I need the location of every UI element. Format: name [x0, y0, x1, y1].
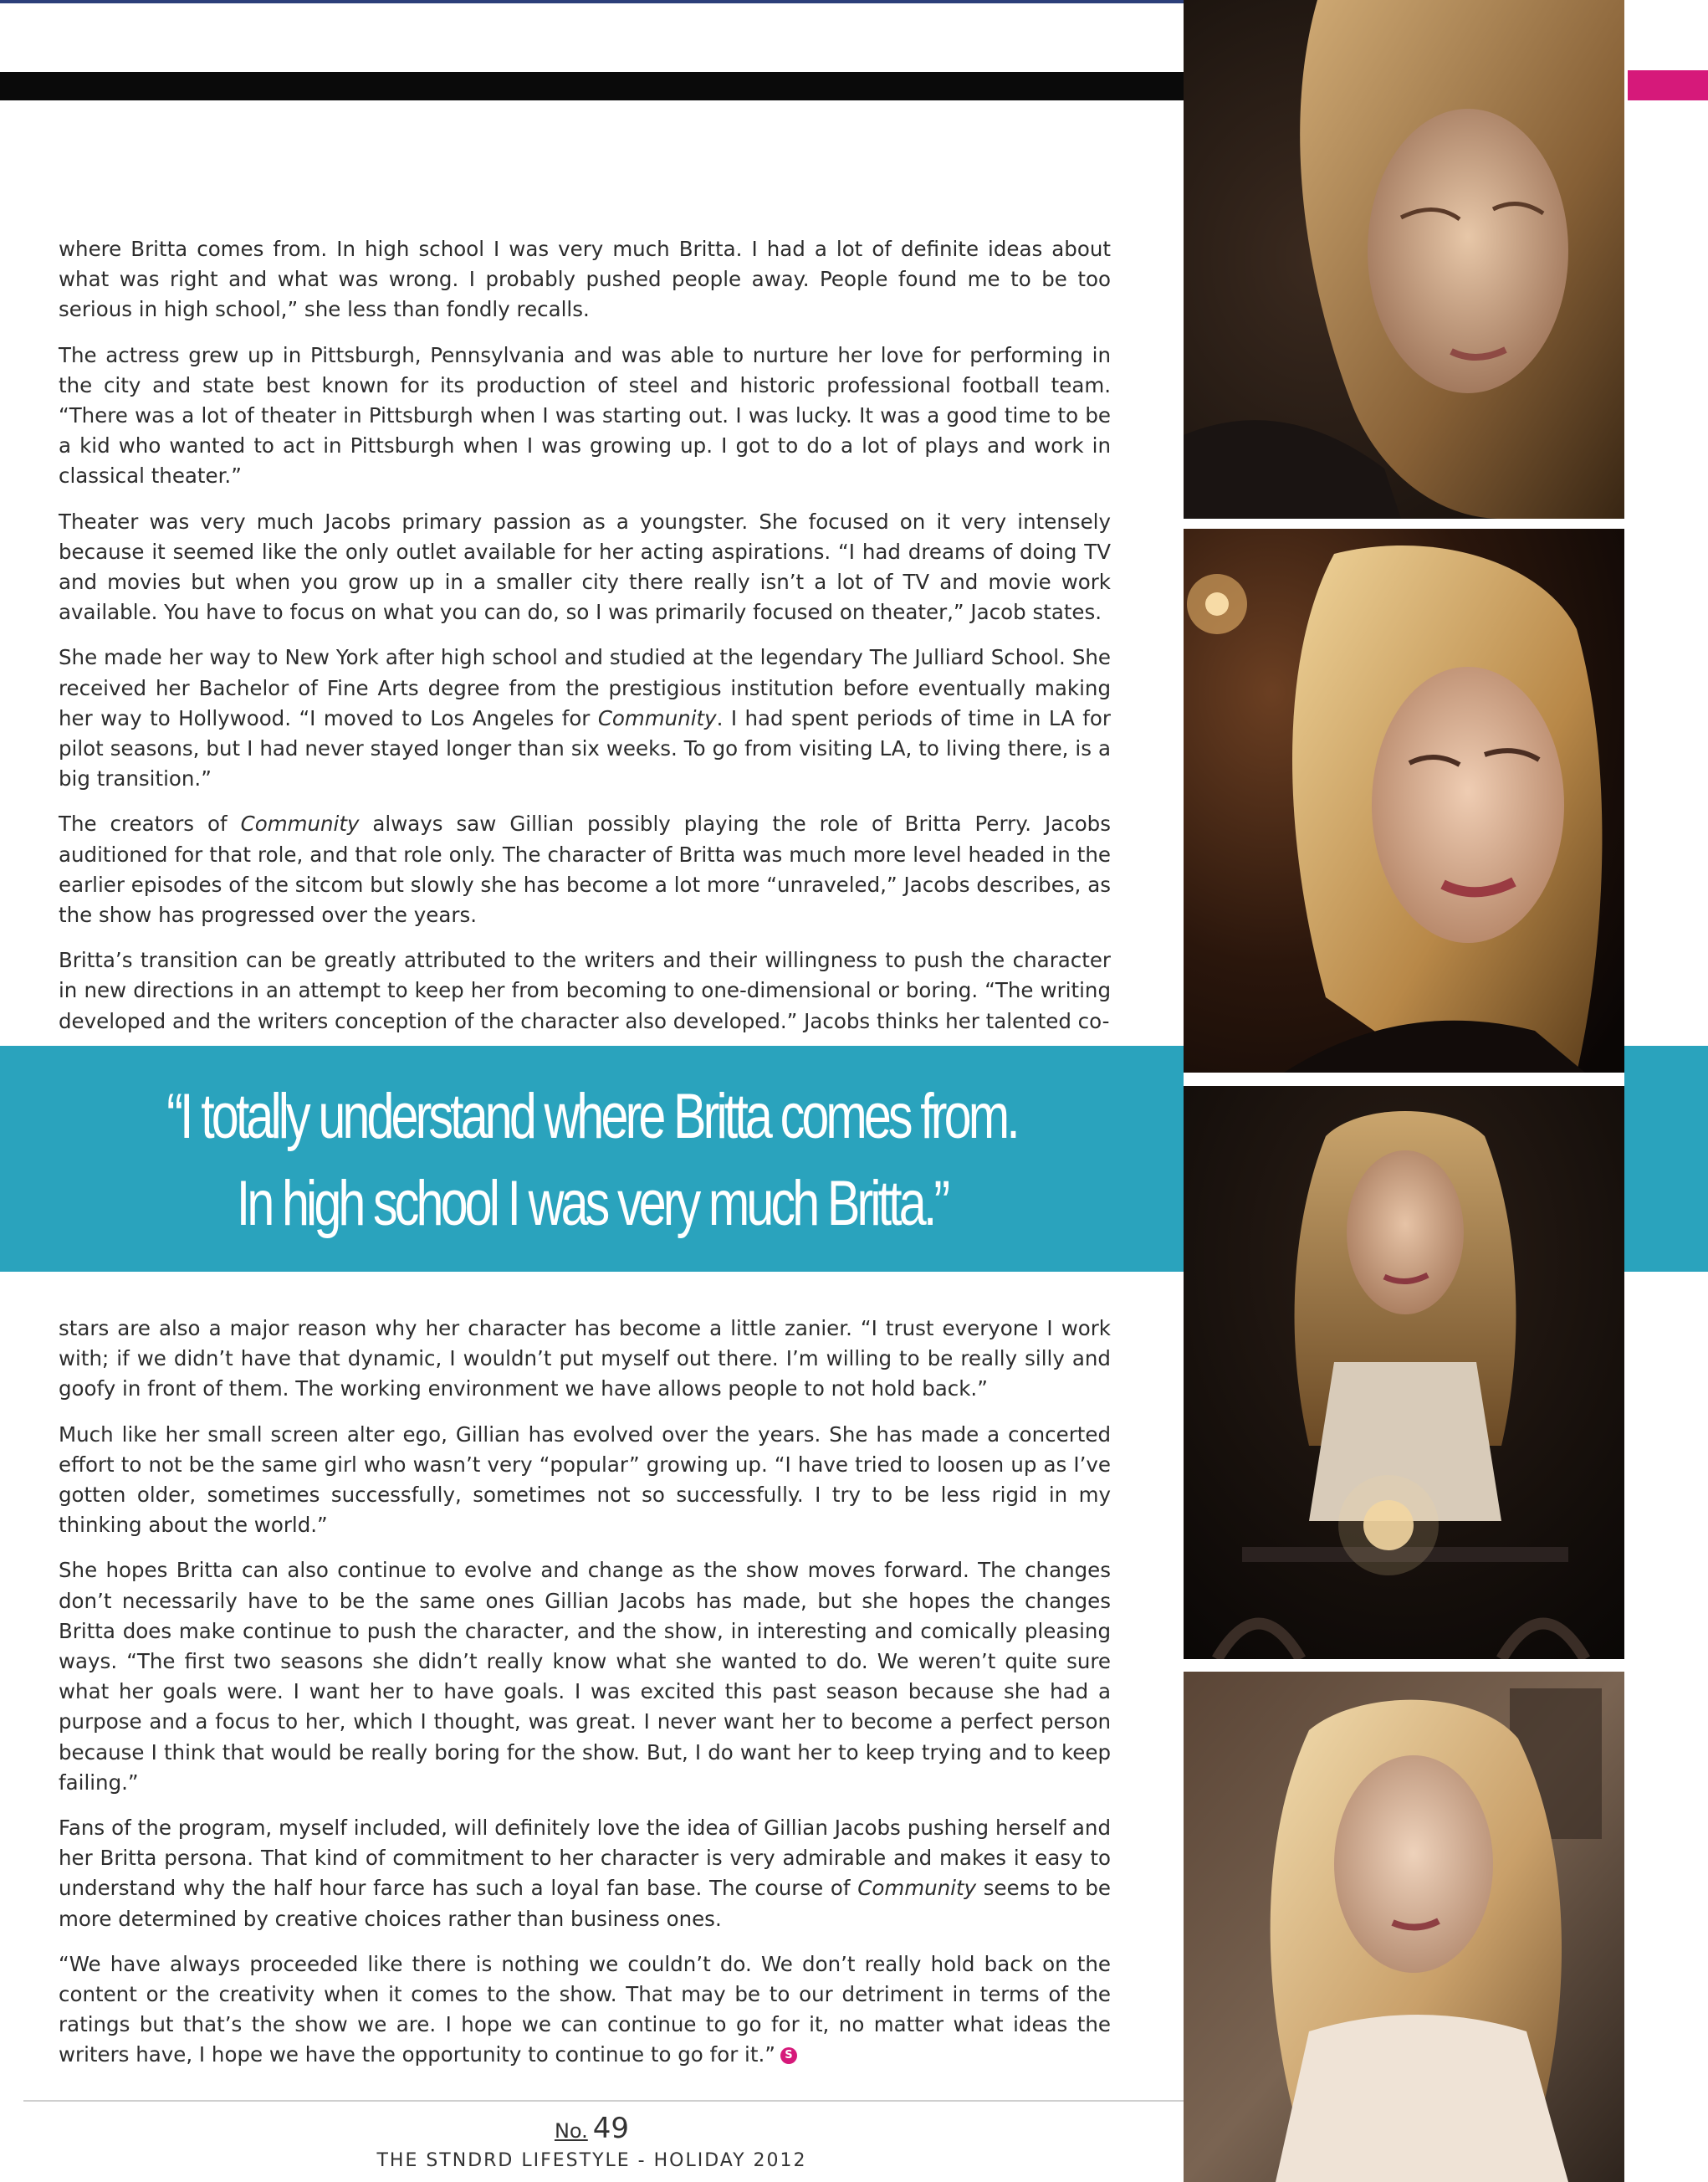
text-run: seems to be more determined by creative choices rather than business ones.	[59, 1876, 1111, 1931]
portrait-photo-4	[1184, 1672, 1624, 2182]
paragraph: where Britta comes from. In high school I was very much Britta. I had a lot of definite ideas about what was right and what was wrong. I probably pushed people away. People found me to be too serious in high school,” she less than fondly recalls.	[59, 237, 1111, 322]
text-run: “We have always proceeded like there is nothing we couldn’t do. We don’t really hold back on the content or the creativity when it comes to the show. That may be to our detriment in terms of the ratings but that’s the show we are. I hope we can continue to go for it, no matter what ideas the writers have, I hope we have the opportunity to continue to go for it.”	[59, 1951, 1111, 2067]
text-run: The creators of	[59, 812, 241, 837]
show-title: Community	[857, 1876, 977, 1901]
paragraph: She hopes Britta can also continue to evolve and change as the show moves forward. The changes don’t necessarily have to be the same ones Gillian Jacobs has made, but she hopes the changes Britta does make continue to push the character, and the show, in interesting and comically pleasing ways. “The first two seasons she didn’t really know what she wanted to do. We weren’t quite sure what her goals were. I want her to have goals. I was excited this past season because she had a purpose and a focus to her, which I thought, was great. I never want her to become a perfect person because I think that would be really boring for the show. But, I do want her to keep trying and to keep failing.”	[59, 1558, 1111, 1795]
paragraph: Much like her small screen alter ego, Gillian has evolved over the years. She has made a concerted effort to not be the same girl who wasn’t very “popular” growing up. “I have tried to loosen up as I’ve gotten older, sometimes successfully, sometimes not so successfully. I try to be less rigid in my thinking about the world.”	[59, 1421, 1111, 1538]
paragraph	[59, 1949, 1111, 2071]
paragraph: Britta’s transition can be greatly attributed to the writers and their willingness to push the character in new directions in an attempt to keep her from becoming to one-dimensional or boring. “The writing developed and the writers conception of the character also developed.” Jacobs thinks her talented co-	[59, 948, 1111, 1033]
portrait-photo-2	[1184, 529, 1624, 1073]
page-number: 49	[592, 2112, 630, 2145]
end-of-article-icon: S	[780, 2047, 797, 2064]
text-run: always saw Gillian possibly playing the role of Britta Perry. Jacobs auditioned for that role, and that role only. The character of Britta was much more level headed in the earlier episodes of the sitcom but slowly she has become a lot more “unraveled,” Jacobs describes, as the show has progressed over the years.	[59, 812, 1111, 928]
footer-rule	[23, 2100, 1184, 2102]
paragraph	[59, 643, 1111, 794]
article-column-bottom	[59, 1314, 1111, 2086]
top-rule	[0, 0, 1184, 3]
pull-quote-band-right	[1624, 1046, 1708, 1272]
pull-quote	[130, 1056, 1054, 1265]
paragraph	[59, 809, 1111, 930]
paragraph: The actress grew up in Pittsburgh, Pennsylvania and was able to nurture her love for performing in the city and state best known for its production of steel and historic professional football team. “There was a lot of theater in Pittsburgh when I was starting out. I was lucky. It was a good time to be a kid who wanted to act in Pittsburgh when I was growing up. I got to do a lot of plays and work in classical theater.”	[59, 342, 1111, 489]
pull-quote-line-1: “I totally understand where Britta comes from.	[166, 1081, 1017, 1152]
magazine-issue: THE STNDRD LIFESTYLE - HOLIDAY 2012	[376, 2150, 807, 2171]
pull-quote-line-2: In high school I was very much Britta.”	[236, 1168, 948, 1239]
number-label: No.	[554, 2119, 588, 2143]
article-column-top	[59, 234, 1111, 1052]
portrait-photo-1	[1184, 0, 1624, 519]
text-run: Fans of the program, myself included, will definitely love the idea of Gillian Jacobs pushing herself and her Britta persona. That kind of commitment to her character is very admirable and makes it easy to understand why the half hour farce has such a loyal fan base. The course of	[59, 1816, 1111, 1901]
page-footer	[0, 2112, 1184, 2174]
paragraph	[59, 1813, 1111, 1934]
paragraph: stars are also a major reason why her character has become a little zanier. “I trust everyone I work with; if we didn’t have that dynamic, I wouldn’t put myself out there. I’m willing to be really silly and goofy in front of them. The working environment we have allows people to not hold back.”	[59, 1316, 1111, 1401]
text-run: . I had spent periods of time in LA for pilot seasons, but I had never stayed longer than six weeks. To go from visiting LA, to living there, is a big transition.”	[59, 705, 1111, 791]
accent-tab	[1628, 70, 1708, 100]
text-run: She made her way to New York after high school and studied at the legendary The Julliard School. She received her Bachelor of Fine Arts degree from the prestigious institution before eventually making her way to Hollywood. “I moved to Los Angeles for	[59, 645, 1111, 730]
show-title: Community	[240, 812, 360, 837]
page-number-line	[0, 2112, 1184, 2148]
show-title: Community	[597, 705, 717, 730]
paragraph: Theater was very much Jacobs primary passion as a youngster. She focused on it very intensely because it seemed like the only outlet available for her acting aspirations. “I had dreams of doing TV and movies but when you grow up in a smaller city there really isn’t a lot of TV and movie work available. You have to focus on what you can do, so I was primarily focused on theater,” Jacob states.	[59, 509, 1111, 625]
